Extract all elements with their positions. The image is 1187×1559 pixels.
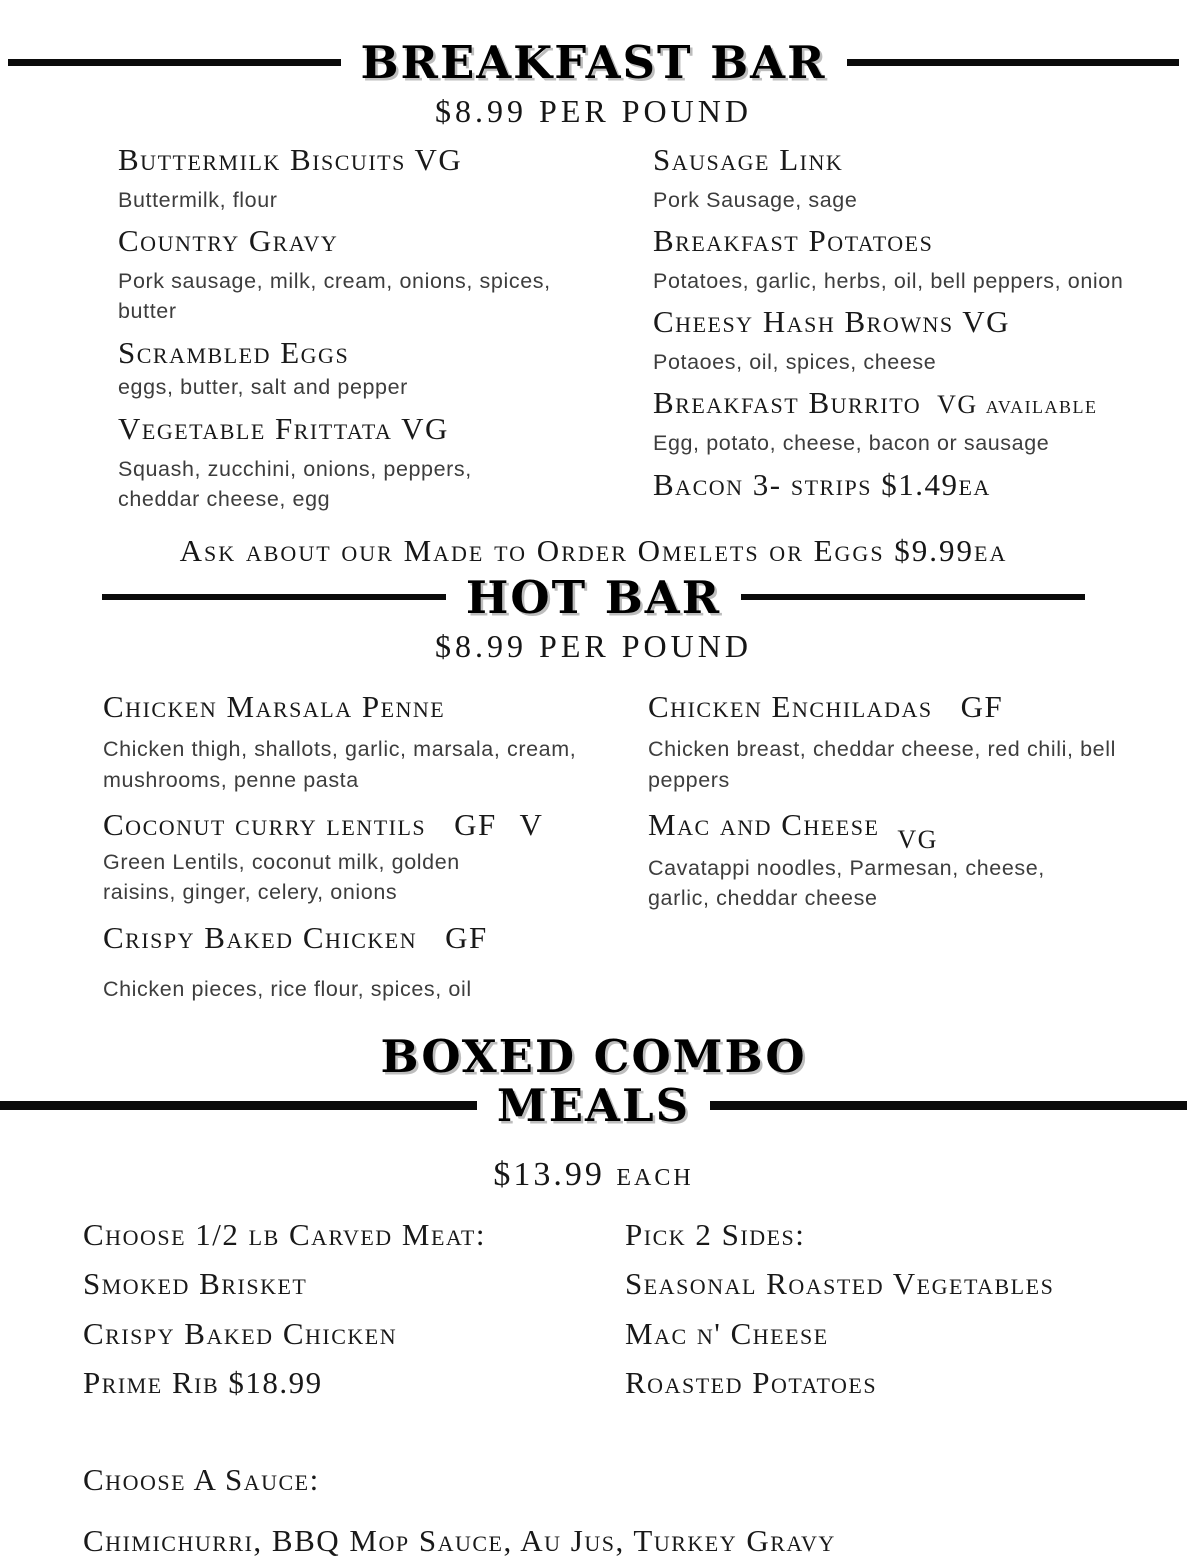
menu-item-title: Chicken Marsala Penne [103,688,446,724]
menu-item-desc: Chicken breast, cheddar cheese, red chili, bell peppers [648,737,1116,792]
menu-item-desc: Buttermilk, flour [118,187,278,212]
hot-bar-price: $8.99 PER POUND [435,627,752,664]
hot-bar-header [0,571,1187,624]
dietary-badge: GF V [454,807,544,843]
boxed-combo-section [0,1030,1187,1559]
menu-item-title: Vegetable Frittata VG [118,410,449,446]
menu-item-desc: Chicken thigh, shallots, garlic, marsala, cream, mushrooms, penne pasta [103,737,577,792]
dietary-badge: VG [897,825,938,855]
menu-item-desc: eggs, butter, salt and pepper [118,375,408,400]
menu-item-desc: Potatoes, garlic, herbs, oil, bell peppers, onion [653,268,1124,293]
menu-item-desc: Squash, zucchini, onions, peppers, cheddar cheese, egg [118,456,472,512]
menu-item-title: Cheesy Hash Browns VG [653,304,1011,340]
hot-bar-section [0,571,1187,1017]
divider-rule [0,1101,477,1110]
menu-item-sausage-link [653,142,1187,215]
menu-item-cheesy-hash-browns [653,304,1187,377]
breakfast-section [0,36,1187,569]
menu-item-title: Breakfast Potatoes [653,223,934,259]
menu-item-desc: Egg, potato, cheese, bacon or sausage [653,431,1050,456]
hot-bar-columns [0,689,1187,1017]
boxed-combo-title-line1: BOXED COMBO [380,1030,807,1084]
breakfast-price: $8.99 PER POUND [435,93,752,129]
sides-column [625,1216,1187,1413]
breakfast-bar-title: BREAKFAST BAR [360,36,827,89]
boxed-combo-price: $13.99 each [493,1156,694,1194]
omelets-note: Ask about our Made to Order Omelets or Eggs $9.99ea [179,532,1008,568]
divider-rule [102,594,446,600]
menu-item-title: Mac and Cheese $_{VG}$ [648,807,938,855]
menu-item-title: Buttermilk Biscuits VG [118,142,463,177]
dietary-badge: GF [445,920,488,955]
menu-item-desc: Chicken pieces, rice flour, spices, oil [103,976,472,1001]
carved-meat-column [83,1216,625,1413]
menu-item-scrambled-eggs [118,335,653,403]
side-option-mac-n-cheese: Mac n' Cheese [625,1315,829,1351]
boxed-combo-meals-header [0,1079,1187,1132]
menu-item-country-gravy [118,223,653,327]
meat-option-prime-rib: Prime Rib $18.99 [83,1364,323,1400]
sauce-options: Chimichurri, BBQ Mop Sauce, Au Jus, Turkey Gravy [83,1523,836,1559]
breakfast-right-column [653,142,1187,523]
divider-rule [741,594,1085,600]
menu-item-breakfast-potatoes [653,223,1187,296]
boxed-combo-columns [0,1216,1187,1413]
menu-item-title: Crispy Baked Chicken GF [103,920,488,955]
sides-heading: Pick 2 Sides: [625,1217,806,1253]
dietary-badge: GF [960,688,1004,724]
menu-item-mac-and-cheese [648,807,1187,914]
menu-item-title: Coconut curry lentils GF V [103,807,544,843]
hot-bar-right-column [648,689,1187,1017]
menu-item-chicken-marsala-penne [103,689,648,796]
menu-item-coconut-curry-lentils [103,807,648,908]
menu-item-title: Country Gravy [118,223,339,259]
hot-bar-title: HOT BAR [465,570,722,624]
menu-item-desc: Cavatappi noodles, Parmesan, cheese, garlic, cheddar cheese [648,855,1045,911]
meat-option-smoked-brisket: Smoked Brisket [83,1266,308,1302]
meat-option-crispy-baked-chicken: Crispy Baked Chicken [83,1315,398,1351]
menu-item-title: Chicken Enchiladas GF [648,688,1004,724]
boxed-combo-title-line2: MEALS [496,1079,691,1133]
sauce-block [0,1461,1187,1559]
menu-item-desc: Green Lentils, coconut milk, golden raisins, ginger, celery, onions [103,849,460,905]
breakfast-columns [0,142,1187,523]
menu-item-title: Sausage Link [653,142,844,177]
divider-rule [8,59,341,66]
dietary-badge: VG available [937,390,1098,420]
menu-item-chicken-enchiladas [648,689,1187,796]
menu-item-title: Breakfast Burrito VG available [653,385,1098,421]
menu-item-desc: Pork sausage, milk, cream, onions, spices, butter [118,268,551,324]
menu-item-title: Bacon 3- strips $1.49ea [653,466,991,502]
menu-item-buttermilk-biscuits [118,142,653,215]
carved-meat-heading: Choose 1/2 lb Carved Meat: [83,1217,486,1253]
divider-rule [710,1101,1187,1110]
menu-item-bacon-strips [653,467,1187,503]
menu-item-title: Scrambled Eggs [118,334,350,370]
sauce-heading: Choose A Sauce: [83,1461,320,1497]
divider-rule [847,59,1180,66]
menu-item-desc: Pork Sausage, sage [653,187,858,212]
side-option-roasted-potatoes: Roasted Potatoes [625,1364,878,1400]
breakfast-bar-header [0,36,1187,89]
menu-item-vegetable-frittata [118,411,653,515]
hot-bar-left-column [103,689,648,1017]
menu-item-breakfast-burrito [653,385,1187,458]
menu-item-desc: Potaoes, oil, spices, cheese [653,349,937,374]
menu-item-crispy-baked-chicken [103,920,648,1004]
side-option-seasonal-roasted-vegetables: Seasonal Roasted Vegetables [625,1266,1055,1302]
breakfast-left-column [118,142,653,523]
